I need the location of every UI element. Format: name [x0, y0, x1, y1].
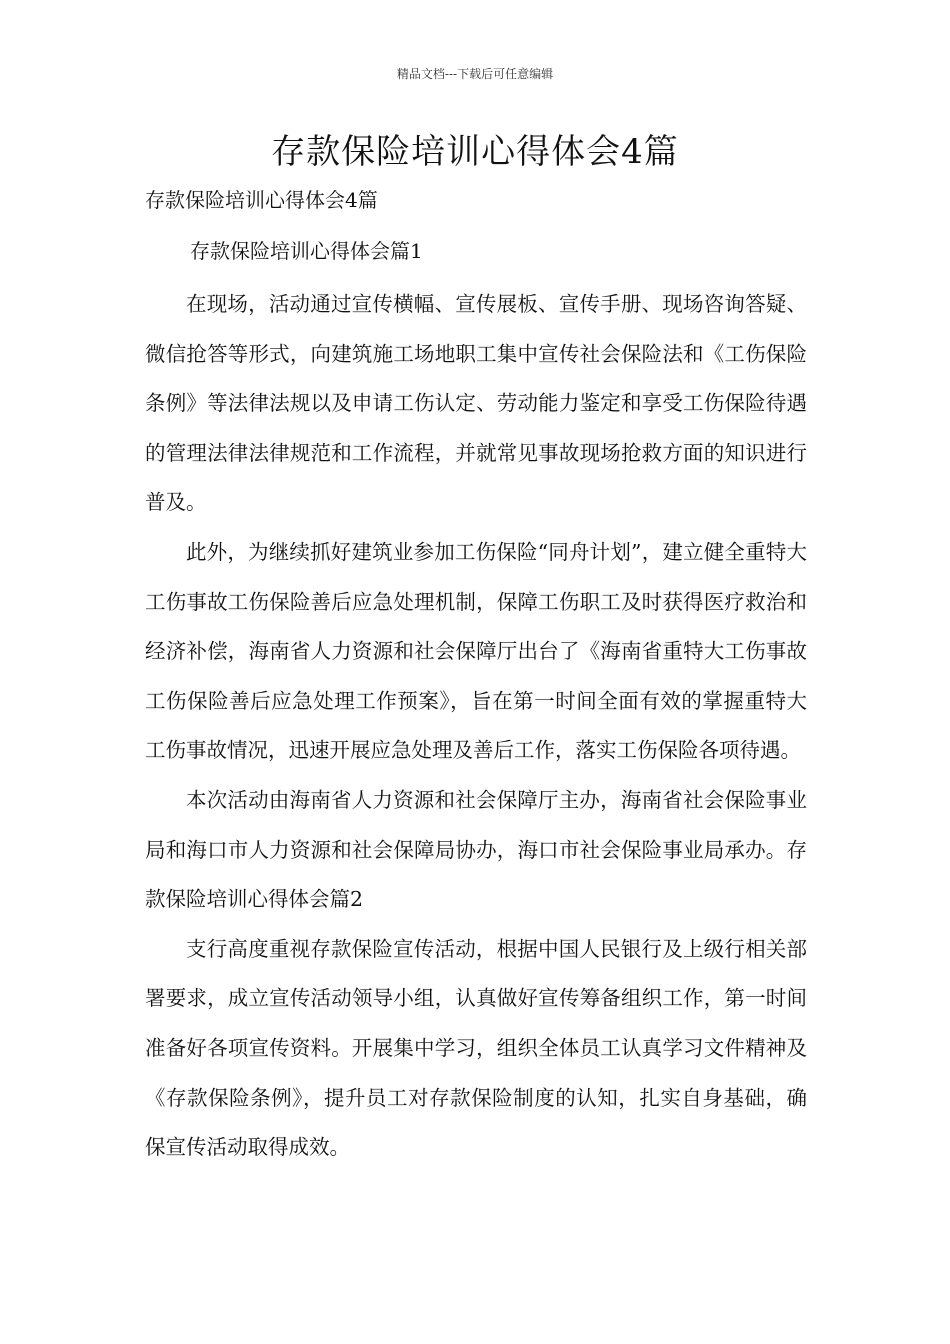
header-note: 精品文档---下载后可任意编辑 — [396, 67, 554, 81]
document-subtitle: 存款保险培训心得体会4篇 — [145, 188, 378, 212]
paragraph: 在现场，活动通过宣传横幅、宣传展板、宣传手册、现场咨询答疑、微信抢答等形式，向建筑施工场地职工集中宣传社会保险法和《工伤保险条例》等法律法规以及申请工伤认定、劳动能力鉴定和享受工伤保险待遇的管理法律法律规范和工作流程，并就常见事故现场抢救方面的知识进行普及。 — [145, 292, 807, 515]
document-title: 存款保险培训心得体会4篇 — [271, 132, 679, 172]
paragraph: 本次活动由海南省人力资源和社会保障厅主办，海南省社会保险事业局和海口市人力资源和社会保障局协办，海口市社会保险事业局承办。存款保险培训心得体会篇2 — [145, 787, 807, 912]
document-body — [145, 280, 807, 1173]
paragraph: 支行高度重视存款保险宣传活动，根据中国人民银行及上级行相关部署要求，成立宣传活动领导小组，认真做好宣传筹备组织工作，第一时间准备好各项宣传资料。开展集中学习，组织全体员工认真学习文件精神及《存款保险条例》，提升员工对存款保险制度的认知，扎实自身基础，确保宣传活动取得成效。 — [145, 936, 807, 1160]
paragraph: 此外，为继续抓好建筑业参加工伤保险“同舟计划”，建立健全重特大工伤事故工伤保险善后应急处理机制，保障工伤职工及时获得医疗救治和经济补偿，海南省人力资源和社会保障厅出台了《海南省重特大工伤事故工伤保险善后应急处理工作预案》，旨在第一时间全面有效的掌握重特大工伤事故情况，迅速开展应急处理及善后工作，落实工伤保险各项待遇。 — [145, 539, 807, 763]
section-heading: 存款保险培训心得体会篇1 — [190, 239, 423, 263]
